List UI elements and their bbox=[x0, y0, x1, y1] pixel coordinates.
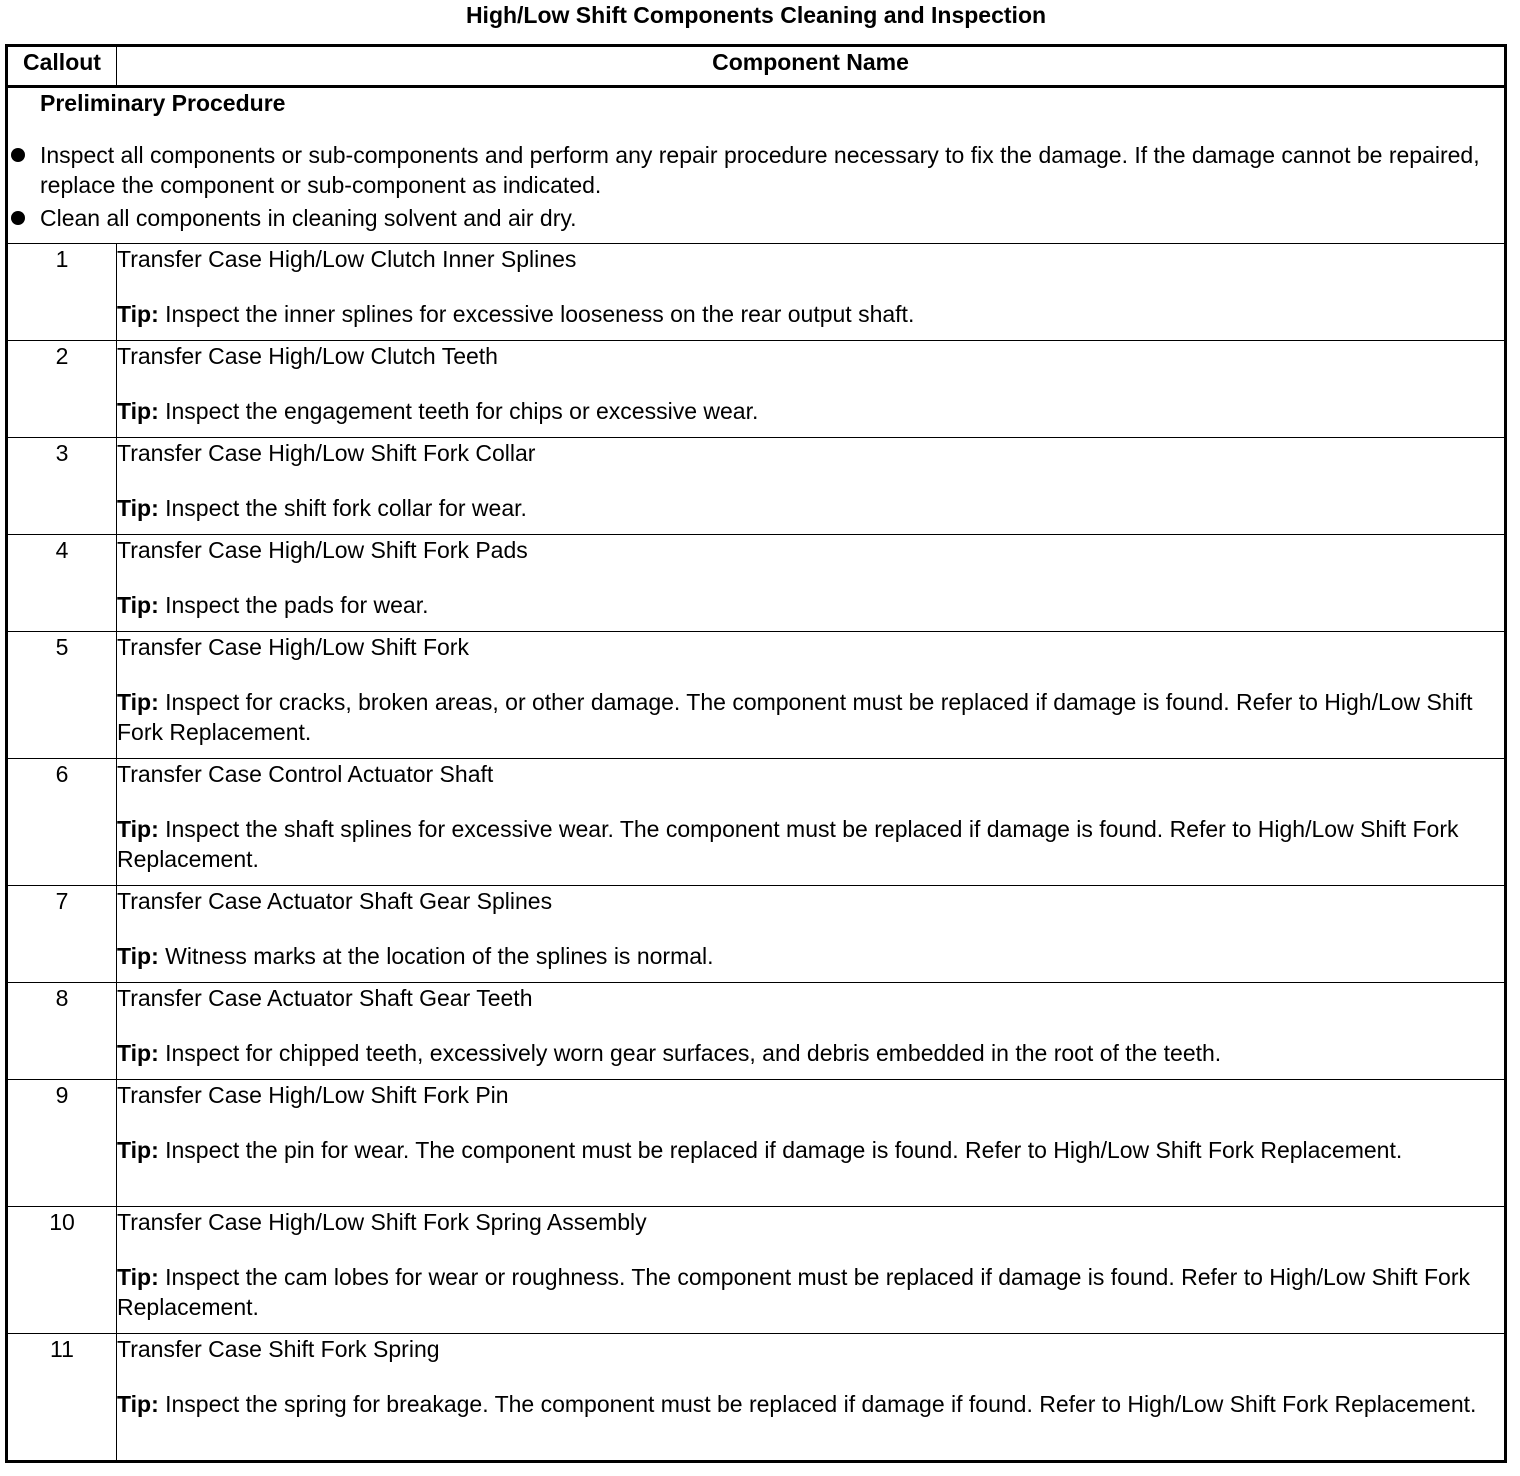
tip-label: Tip: bbox=[117, 1391, 159, 1417]
tip-text: Inspect the engagement teeth for chips or excessive wear. bbox=[158, 398, 759, 424]
component-name: Transfer Case High/Low Shift Fork Spring Assembly bbox=[117, 1209, 647, 1235]
tip-text: Inspect the shift fork collar for wear. bbox=[158, 495, 527, 521]
component-cell bbox=[117, 244, 1506, 341]
component-cell bbox=[117, 438, 1506, 535]
component-cell bbox=[117, 983, 1506, 1080]
callout-number: 7 bbox=[7, 886, 117, 983]
preliminary-procedure-item-text: Clean all components in cleaning solvent and air dry. bbox=[40, 205, 577, 231]
tip-label: Tip: bbox=[117, 689, 159, 715]
preliminary-procedure-row bbox=[7, 87, 1506, 244]
component-tip bbox=[117, 689, 1473, 745]
callout-number: 3 bbox=[7, 438, 117, 535]
component-name: Transfer Case High/Low Shift Fork bbox=[117, 634, 469, 660]
component-cell bbox=[117, 632, 1506, 759]
component-tip bbox=[117, 1391, 1476, 1417]
table-row bbox=[7, 1080, 1506, 1207]
tip-label: Tip: bbox=[117, 592, 159, 618]
component-name: Transfer Case Actuator Shaft Gear Teeth bbox=[117, 985, 533, 1011]
tip-label: Tip: bbox=[117, 943, 159, 969]
callout-number: 11 bbox=[7, 1334, 117, 1462]
component-tip bbox=[117, 1137, 1402, 1163]
callout-number: 6 bbox=[7, 759, 117, 886]
tip-text: Inspect the inner splines for excessive looseness on the rear output shaft. bbox=[158, 301, 915, 327]
preliminary-procedure-item bbox=[8, 203, 1504, 233]
component-name: Transfer Case High/Low Clutch Teeth bbox=[117, 343, 498, 369]
preliminary-procedure-title: Preliminary Procedure bbox=[40, 90, 286, 116]
preliminary-procedure-item-text: Inspect all components or sub-components and perform any repair procedure necessary to fix the damage. If the damage cannot be repaired, replace the component or sub-component as indicated. bbox=[40, 142, 1480, 198]
tip-text: Inspect the pads for wear. bbox=[158, 592, 429, 618]
component-tip bbox=[117, 816, 1458, 872]
tip-label: Tip: bbox=[117, 816, 159, 842]
tip-label: Tip: bbox=[117, 1264, 159, 1290]
tip-text: Inspect for chipped teeth, excessively worn gear surfaces, and debris embedded in the root of the teeth. bbox=[158, 1040, 1222, 1066]
preliminary-procedure-list bbox=[8, 140, 1504, 233]
component-tip bbox=[117, 1040, 1221, 1066]
component-name: Transfer Case High/Low Clutch Inner Splines bbox=[117, 246, 577, 272]
tip-label: Tip: bbox=[117, 1137, 159, 1163]
table-header-row bbox=[7, 46, 1506, 87]
component-cell bbox=[117, 1334, 1506, 1462]
bullet-icon bbox=[11, 211, 25, 225]
component-tip bbox=[117, 943, 714, 969]
component-cell bbox=[117, 886, 1506, 983]
table-row bbox=[7, 535, 1506, 632]
table-row bbox=[7, 438, 1506, 535]
tip-text: Inspect the spring for breakage. The component must be replaced if damage if found. Refer to High/Low Shift Fork Replacement. bbox=[158, 1391, 1477, 1417]
component-tip bbox=[117, 1264, 1470, 1320]
callout-number: 5 bbox=[7, 632, 117, 759]
callout-number: 9 bbox=[7, 1080, 117, 1207]
tip-text: Inspect for cracks, broken areas, or other damage. The component must be replaced if damage is found. Refer to High/Low Shift Fork Replacement. bbox=[117, 689, 1473, 745]
tip-text: Inspect the pin for wear. The component must be replaced if damage is found. Refer to High/Low Shift Fork Replacement. bbox=[158, 1137, 1403, 1163]
component-name: Transfer Case Shift Fork Spring bbox=[117, 1336, 440, 1362]
component-cell bbox=[117, 1080, 1506, 1207]
table-row bbox=[7, 759, 1506, 886]
component-name: Transfer Case Control Actuator Shaft bbox=[117, 761, 494, 787]
table-row bbox=[7, 1334, 1506, 1462]
callout-column-header: Callout bbox=[7, 46, 117, 87]
callout-number: 8 bbox=[7, 983, 117, 1080]
table-row bbox=[7, 983, 1506, 1080]
table-row bbox=[7, 244, 1506, 341]
component-cell bbox=[117, 341, 1506, 438]
inspection-table bbox=[5, 44, 1507, 1463]
table-row bbox=[7, 886, 1506, 983]
component-name: Transfer Case Actuator Shaft Gear Splines bbox=[117, 888, 553, 914]
tip-label: Tip: bbox=[117, 301, 159, 327]
table-row bbox=[7, 632, 1506, 759]
tip-label: Tip: bbox=[117, 1040, 159, 1066]
component-tip bbox=[117, 398, 758, 424]
callout-number: 10 bbox=[7, 1207, 117, 1334]
callout-number: 1 bbox=[7, 244, 117, 341]
tip-label: Tip: bbox=[117, 495, 159, 521]
component-cell bbox=[117, 759, 1506, 886]
component-cell bbox=[117, 535, 1506, 632]
table-row bbox=[7, 341, 1506, 438]
tip-text: Witness marks at the location of the splines is normal. bbox=[158, 943, 714, 969]
component-name: Transfer Case High/Low Shift Fork Collar bbox=[117, 440, 536, 466]
tip-text: Inspect the cam lobes for wear or roughness. The component must be replaced if damage is found. Refer to High/Low Shift Fork Replacement. bbox=[117, 1264, 1470, 1320]
component-cell bbox=[117, 1207, 1506, 1334]
callout-number: 2 bbox=[7, 341, 117, 438]
component-tip bbox=[117, 301, 914, 327]
component-name-column-header: Component Name bbox=[117, 46, 1506, 87]
component-name: Transfer Case High/Low Shift Fork Pin bbox=[117, 1082, 509, 1108]
component-name: Transfer Case High/Low Shift Fork Pads bbox=[117, 537, 528, 563]
page-title: High/Low Shift Components Cleaning and Inspection bbox=[465, 2, 1047, 28]
component-tip bbox=[117, 592, 429, 618]
tip-label: Tip: bbox=[117, 398, 159, 424]
preliminary-procedure-cell bbox=[7, 87, 1506, 244]
bullet-icon bbox=[11, 148, 25, 162]
tip-text: Inspect the shaft splines for excessive wear. The component must be replaced if damage is found. Refer to High/Low Shift Fork Replacement. bbox=[117, 816, 1459, 872]
component-tip bbox=[117, 495, 527, 521]
callout-number: 4 bbox=[7, 535, 117, 632]
table-row bbox=[7, 1207, 1506, 1334]
preliminary-procedure-item bbox=[8, 140, 1504, 200]
